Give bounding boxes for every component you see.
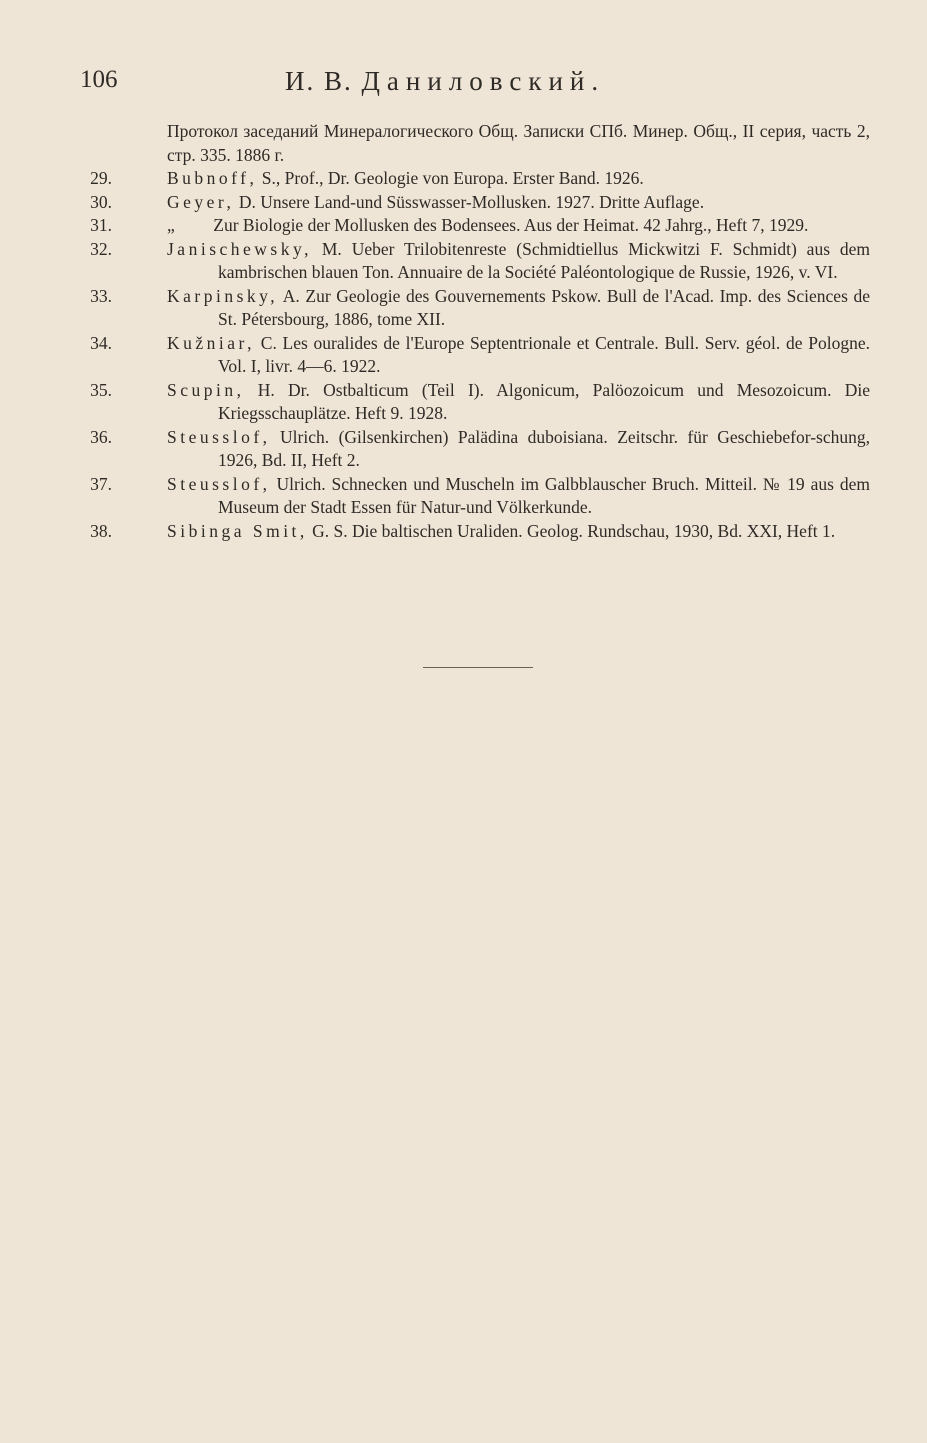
reference-author: „ bbox=[167, 215, 179, 235]
reference-text: M. Ueber Trilobitenreste (Schmidtiellus Mickwitzi F. Schmidt) aus dem kambrischen blauen Ton. Annuaire de la Société Paléontologique de Russie, 1926, v. VI. bbox=[218, 238, 871, 282]
reference-number: 36. bbox=[90, 426, 112, 447]
reference-body bbox=[167, 191, 870, 215]
reference-text: Zur Biologie der Mollusken des Bodensees. Aus der Heimat. 42 Jahrg., Heft 7, 1929. bbox=[213, 215, 809, 235]
reference-number: 30. bbox=[90, 191, 112, 212]
reference-author: Sibinga Smit, bbox=[167, 520, 308, 541]
reference-item bbox=[80, 285, 870, 332]
reference-number: 35. bbox=[90, 379, 112, 400]
reference-item bbox=[80, 214, 870, 238]
reference-author: Geyer, bbox=[167, 191, 235, 212]
reference-body bbox=[167, 214, 870, 238]
reference-author: Janischewsky, bbox=[167, 238, 312, 259]
reference-author: Kužniar, bbox=[167, 332, 256, 353]
reference-text: C. Les ouralides de l'Europe Septentrionale et Centrale. Bull. Serv. géol. de Pologne. Vol. I, livr. 4—6. 1922. bbox=[218, 332, 871, 376]
reference-text: S., Prof., Dr. Geologie von Europa. Erster Band. 1926. bbox=[261, 168, 644, 188]
reference-body bbox=[167, 520, 870, 544]
reference-text: Ulrich. Schnecken und Muscheln im Galbblauscher Bruch. Mitteil. № 19 aus dem Museum der Stadt Essen für Natur-und Völkerkunde. bbox=[218, 473, 870, 517]
section-end-rule bbox=[423, 667, 533, 668]
page-number: 106 bbox=[80, 66, 118, 93]
reference-item bbox=[80, 332, 870, 379]
reference-text: Протокол заседаний Минералогического Общ. Записки СПб. Минер. Общ., II серия, часть 2, стр. 335. 1886 г. bbox=[167, 121, 870, 165]
reference-item bbox=[80, 191, 870, 215]
reference-author: Karpinsky, bbox=[167, 285, 279, 306]
reference-number: 37. bbox=[90, 473, 112, 494]
reference-item bbox=[80, 167, 870, 191]
reference-text: G. S. Die baltischen Uraliden. Geolog. Rundschau, 1930, Bd. XXI, Heft 1. bbox=[312, 520, 836, 541]
reference-item bbox=[80, 379, 870, 426]
reference-text: D. Unsere Land-und Süsswasser-Mollusken. 1927. Dritte Auflage. bbox=[238, 191, 705, 212]
running-head bbox=[285, 66, 605, 97]
reference-text: A. Zur Geologie des Gouvernements Pskow. Bull de l'Acad. Imp. des Sciences de St. Pétersbourg, 1886, tome XII. bbox=[218, 285, 870, 329]
reference-item bbox=[80, 473, 870, 520]
reference-list bbox=[80, 120, 870, 543]
reference-number: 32. bbox=[90, 238, 112, 259]
reference-item bbox=[80, 426, 870, 473]
reference-body bbox=[167, 285, 870, 332]
reference-number: 34. bbox=[90, 332, 112, 353]
reference-author: Steusslof, bbox=[167, 473, 271, 494]
running-head-name: Даниловский. bbox=[361, 66, 606, 96]
reference-author: Scupin, bbox=[167, 379, 245, 400]
reference-text: H. Dr. Ostbalticum (Teil I). Algonicum, Palöozoicum und Mesozoicum. Die Kriegsschauplätze. Heft 9. 1928. bbox=[218, 379, 871, 423]
reference-number: 33. bbox=[90, 285, 112, 306]
running-head-initials: И. В. bbox=[285, 66, 353, 96]
reference-body bbox=[167, 238, 870, 285]
reference-body bbox=[167, 426, 870, 473]
reference-author: Steusslof, bbox=[167, 426, 271, 447]
page-header bbox=[80, 66, 870, 106]
reference-item bbox=[80, 120, 870, 167]
reference-body bbox=[167, 167, 870, 191]
reference-item bbox=[80, 520, 870, 544]
reference-number: 38. bbox=[90, 520, 112, 541]
reference-body bbox=[167, 332, 870, 379]
reference-item bbox=[80, 238, 870, 285]
reference-author: Bubnoff, bbox=[167, 168, 258, 188]
reference-body bbox=[167, 379, 870, 426]
reference-body bbox=[167, 473, 870, 520]
reference-number: 31. bbox=[90, 215, 112, 235]
reference-number: 29. bbox=[90, 168, 112, 188]
reference-text: Ulrich. (Gilsenkirchen) Palädina duboisiana. Zeitschr. für Geschiebefor-schung, 1926, Bd. II, Heft 2. bbox=[218, 426, 870, 470]
